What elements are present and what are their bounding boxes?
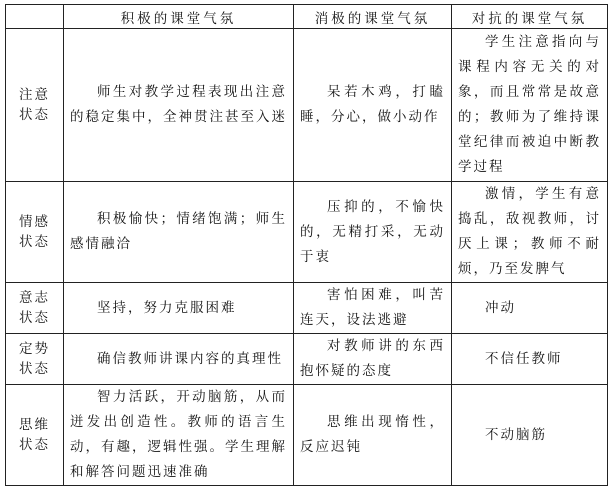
classroom-atmosphere-table [5,4,608,486]
table-row [6,182,608,283]
antagonistic-cell: 不信任教师 [452,334,608,385]
table-row [6,385,608,486]
positive-cell: 智力活跃，开动脑筋，从而迸发出创造性。教师的语言生动，有趣，逻辑性强。学生理解和解答问题迅速准确 [64,385,294,486]
negative-cell: 思维出现惰性，反应迟钝 [294,385,452,486]
header-positive: 积极的课堂气氛 [64,5,294,29]
table-row [6,283,608,334]
header-empty [6,5,64,29]
antagonistic-cell: 不动脑筋 [452,385,608,486]
antagonistic-cell: 学生注意指向与课程内容无关的对象，而且常常是故意的；教师为了维持课堂纪律而被迫中断教学过程 [452,29,608,182]
header-row [6,5,608,29]
header-antagonistic: 对抗的课堂气氛 [452,5,608,29]
row-label: 思维 状态 [6,385,64,486]
table-row [6,334,608,385]
negative-cell: 压抑的，不愉快的，无精打采，无动于衷 [294,182,452,283]
row-label: 定势 状态 [6,334,64,385]
negative-cell: 呆若木鸡，打瞌睡，分心，做小动作 [294,29,452,182]
positive-cell: 积极愉快；情绪饱满；师生感情融洽 [64,182,294,283]
positive-cell: 坚持，努力克服困难 [64,283,294,334]
negative-cell: 对教师讲的东西抱怀疑的态度 [294,334,452,385]
header-negative: 消极的课堂气氛 [294,5,452,29]
row-label: 情感 状态 [6,182,64,283]
row-label: 注意 状态 [6,29,64,182]
antagonistic-cell: 冲动 [452,283,608,334]
antagonistic-cell: 激情，学生有意捣乱，敌视教师，讨厌上课；教师不耐烦，乃至发脾气 [452,182,608,283]
negative-cell: 害怕困难，叫苦连天，设法逃避 [294,283,452,334]
table-row [6,29,608,182]
positive-cell: 师生对教学过程表现出注意的稳定集中，全神贯注甚至入迷 [64,29,294,182]
row-label: 意志 状态 [6,283,64,334]
positive-cell: 确信教师讲课内容的真理性 [64,334,294,385]
